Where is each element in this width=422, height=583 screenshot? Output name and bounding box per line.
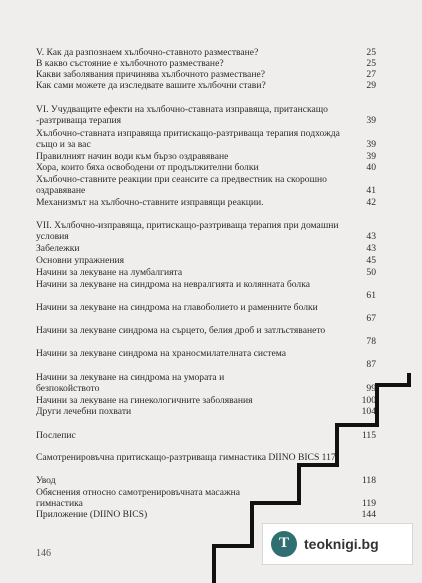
toc-entry-page: 25 [366,58,376,69]
toc-entry-page: 78 [366,336,376,347]
toc-entry-page: 144 [361,509,376,520]
toc-entry-page: 99 [366,383,376,394]
toc-entry-page: 67 [366,313,376,324]
toc-entry-title: Забележки [36,243,80,254]
toc-entry-page: 115 [361,430,376,441]
toc-entry-page: 119 [361,498,376,509]
toc-entry-title: Какви заболявания причинява хълбочното разместване? [36,69,265,80]
watermark-site: teoknigi.bg [304,536,379,552]
toc-entry-title: Послепис [36,430,76,441]
toc-entry-title: Хълбочно-ставната изправяща притискащо-разтриваща терапия подхожда също и за вас [36,128,340,150]
toc-entry-title: В какво състояние е хълбочното разместване? [36,58,224,69]
toc-entry-title: Как сами можете да изследвате вашите хълбочни стави? [36,80,266,91]
toc-entry-page: 118 [361,475,376,486]
toc-entry-page: 39 [366,151,376,162]
page-number: 146 [36,548,51,559]
toc-entry-page: 61 [366,290,376,301]
toc-entry-title: VI. Учудващите ефекти на хълбочно-ставната изправяща, пританскащо -разтриваща терапия [36,104,328,126]
toc-entry-title: Други лечебни похвати [36,406,132,417]
teoknigi-logo-icon [271,531,297,557]
toc-entry-page: 50 [366,267,376,278]
toc-entry-title: Начини за лекуване на синдрома на умората и безпокойството [36,372,225,394]
toc-entry-title: Самотренировъчна притискащо-разтриваща гимнастика DIINO BICS 117 [36,452,336,463]
toc-entry-page: 100 [361,395,376,406]
toc-entry-page: 39 [366,139,376,150]
toc-entry-page: 39 [366,115,376,126]
toc-entry-title: Увод [36,475,56,486]
toc-entry-title: Начини за лекуване на синдрома на главоболието и раменните болки [36,302,318,313]
toc-entry-page: 42 [366,197,376,208]
toc-entry-title: V. Как да разпознаем хълбочно-ставното разместване? [36,47,259,58]
toc-entry-title: Правилният начин води към бързо оздравяване [36,151,229,162]
toc-entry-title: Основни упражнения [36,255,125,266]
toc-entry-page: 45 [366,255,376,266]
toc-entry-page: 29 [366,80,376,91]
toc-entry-page: 43 [366,231,376,242]
toc-entry-title: VII. Хълбочно-изправяща, притискащо-разтриваща терапия при домашни условия [36,220,339,242]
toc-entry-page: 104 [361,406,376,417]
toc-entry-page: 25 [366,47,376,58]
toc-entry-title: Начини за лекуване синдрома на сърцето, белия дроб и затлъстяването [36,325,326,336]
toc-entry-title: Начини за лекуване на синдрома на невралгията и колянната болка [36,279,310,290]
toc-entry-title: Начини за лекуване на гинекологичните заболявания [36,395,253,406]
toc-entry-title: Приложение (DIINO BICS) [36,509,148,520]
toc-entry-page: 43 [366,243,376,254]
toc-entry-title: Начини за лекуване синдрома на храносмилателната система [36,348,286,359]
toc-entry-title: Хора, които бяха освободени от продължителни болки [36,162,259,173]
toc-entry-title: Обяснения относно самотренировъчната масажна гимнастика [36,487,241,509]
toc-entry-page: 87 [366,359,376,370]
toc-entry-page: 40 [366,162,376,173]
toc-entry-title: Начини за лекуване на лумбалгията [36,267,183,278]
watermark-badge [262,523,413,565]
logo-letter: T [278,535,289,551]
toc-entry-page: 41 [366,185,376,196]
toc-entry-title: Хълбочно-ставните реакции при сеансите са предвестник на скорошно оздравяване [36,174,327,196]
toc-entry-title: Механизмът на хълбочно-ставните изправящи реакции. [36,197,264,208]
toc-entry-page: 27 [366,69,376,80]
